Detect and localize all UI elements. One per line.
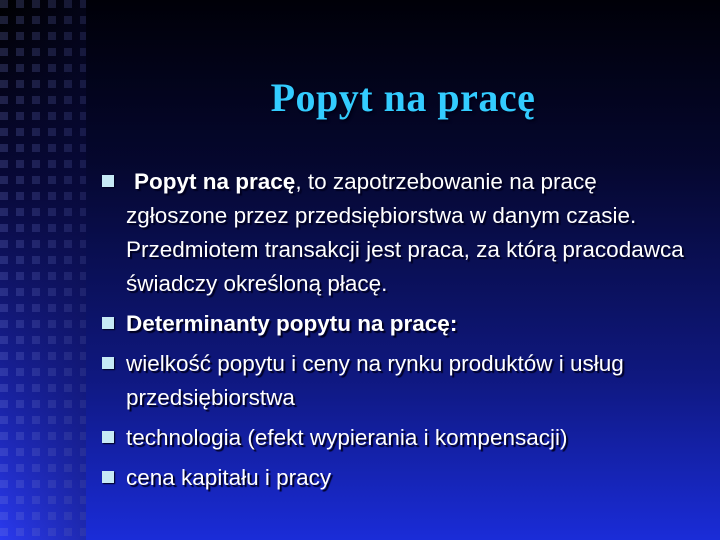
- bullet-item-costs: [100, 461, 704, 495]
- bullet-text: wielkość popytu i ceny na rynku produktów i usług przedsiębiorstwa: [126, 351, 624, 410]
- square-bullet-icon: [102, 431, 114, 443]
- slide-title: Popyt na pracę: [270, 75, 536, 120]
- square-bullet-icon: [102, 357, 114, 369]
- square-bullet-icon: [102, 317, 114, 329]
- bullet-item-definition: [100, 165, 704, 301]
- square-bullet-icon: [102, 471, 114, 483]
- square-bullet-icon: [102, 175, 114, 187]
- bullet-text: , to zapotrzebowanie na pracę zgłoszone przez przedsiębiorstwa w danym czasie. Przedmiotem transakcji jest praca, za którą pracodawca świadczy określoną płacę.: [126, 169, 684, 296]
- bullet-text: technologia (efekt wypierania i kompensacji): [126, 425, 568, 450]
- bullet-item-demand-size: [100, 347, 704, 415]
- bullet-item-determinants: [100, 307, 704, 341]
- decorative-left-bar: [0, 0, 86, 540]
- bullet-text: cena kapitału i pracy: [126, 465, 332, 490]
- bullet-lead: Popyt na pracę: [134, 169, 296, 194]
- bullet-item-technology: [100, 421, 704, 455]
- bullet-heading: Determinanty popytu na pracę:: [126, 311, 458, 336]
- bullet-list: [100, 165, 704, 501]
